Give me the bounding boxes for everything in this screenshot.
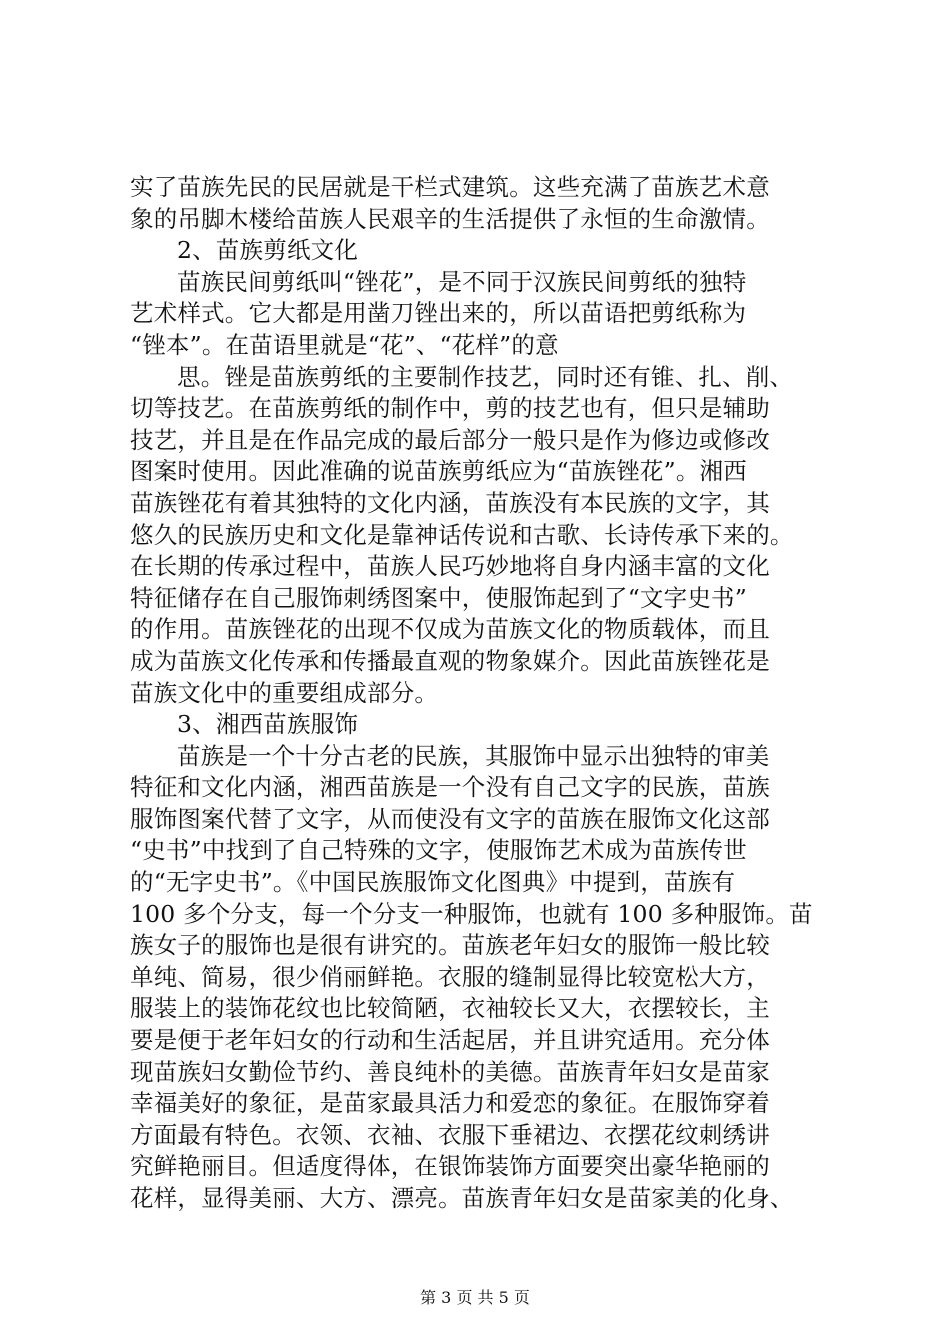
text-line: 花样，显得美丽、大方、漂亮。苗族青年妇女是苗家美的化身、 — [130, 1184, 794, 1212]
text-line: 族女子的服饰也是很有讲究的。苗族老年妇女的服饰一般比较 — [130, 931, 770, 960]
text-line: 现苗族妇女勤俭节约、善良纯朴的美德。苗族青年妇女是苗家 — [130, 1057, 770, 1086]
section-heading: 2、苗族剪纸文化 — [177, 236, 359, 265]
body-text — [130, 172, 830, 1215]
text-line: 方面最有特色。衣领、衣袖、衣服下垂裙边、衣摆花纹刺绣讲 — [130, 1120, 770, 1149]
text-line: “锉本”。在苗语里就是“花”、“花样”的意 — [130, 330, 559, 359]
text-line: 苗族民间剪纸叫“锉花”，是不同于汉族民间剪纸的独特 — [177, 267, 747, 296]
text-line: “史书”中找到了自己特殊的文字，使服饰艺术成为苗族传世 — [130, 836, 747, 865]
text-line: 技艺，并且是在作品完成的最后部分一般只是作为修边或修改 — [130, 425, 770, 454]
text-line: 单纯、简易，很少俏丽鲜艳。衣服的缝制显得比较宽松大方， — [130, 962, 770, 991]
text-line: 苗族锉花有着其独特的文化内涵，苗族没有本民族的文字，其 — [130, 488, 770, 517]
text-line: 的作用。苗族锉花的出现不仅成为苗族文化的物质载体，而且 — [130, 615, 770, 644]
text-line: 象的吊脚木楼给苗族人民艰辛的生活提供了永恒的生命激情。 — [130, 204, 770, 233]
section-heading: 3、湘西苗族服饰 — [177, 710, 359, 739]
text-line: 服装上的装饰花纹也比较简陋，衣袖较长又大，衣摆较长，主 — [130, 994, 770, 1023]
page-number-footer: 第 3 页 共 5 页 — [420, 1288, 530, 1307]
text-line: 在长期的传承过程中，苗族人民巧妙地将自身内涵丰富的文化 — [130, 552, 770, 581]
text-line: 的“无字史书”。《中国民族服饰文化图典》中提到，苗族有 — [130, 868, 736, 897]
text-line: 悠久的民族历史和文化是靠神话传说和古歌、长诗传承下来的。 — [130, 520, 794, 549]
text-line: 苗族文化中的重要组成部分。 — [130, 678, 439, 707]
text-line: 切等技艺。在苗族剪纸的制作中，剪的技艺也有，但只是辅助 — [130, 394, 770, 423]
text-line: 艺术样式。它大都是用凿刀锉出来的，所以苗语把剪纸称为 — [130, 299, 747, 328]
text-line: 特征储存在自己服饰刺绣图案中，使服饰起到了“文字史书” — [130, 583, 747, 612]
text-line: 成为苗族文化传承和传播最直观的物象媒介。因此苗族锉花是 — [130, 646, 770, 675]
text-line: 服饰图案代替了文字，从而使没有文字的苗族在服饰文化这部 — [130, 804, 770, 833]
text-line: 要是便于老年妇女的行动和生活起居，并且讲究适用。充分体 — [130, 1026, 770, 1055]
text-line: 究鲜艳丽目。但适度得体，在银饰装饰方面要突出豪华艳丽的 — [130, 1152, 770, 1181]
text-line: 幸福美好的象征，是苗家最具活力和爱恋的象征。在服饰穿着 — [130, 1089, 770, 1118]
text-line: 图案时使用。因此准确的说苗族剪纸应为“苗族锉花”。湘西 — [130, 457, 747, 486]
text-line: 苗族是一个十分古老的民族，其服饰中显示出独特的审美 — [177, 741, 770, 770]
text-line: 特征和文化内涵，湘西苗族是一个没有自己文字的民族，苗族 — [130, 773, 770, 802]
text-line: 思。锉是苗族剪纸的主要制作技艺，同时还有锥、扎、削、 — [177, 362, 794, 391]
text-line: 100 多个分支，每一个分支一种服饰，也就有 100 多种服饰。苗 — [130, 899, 813, 928]
text-line: 实了苗族先民的民居就是干栏式建筑。这些充满了苗族艺术意 — [130, 173, 770, 201]
